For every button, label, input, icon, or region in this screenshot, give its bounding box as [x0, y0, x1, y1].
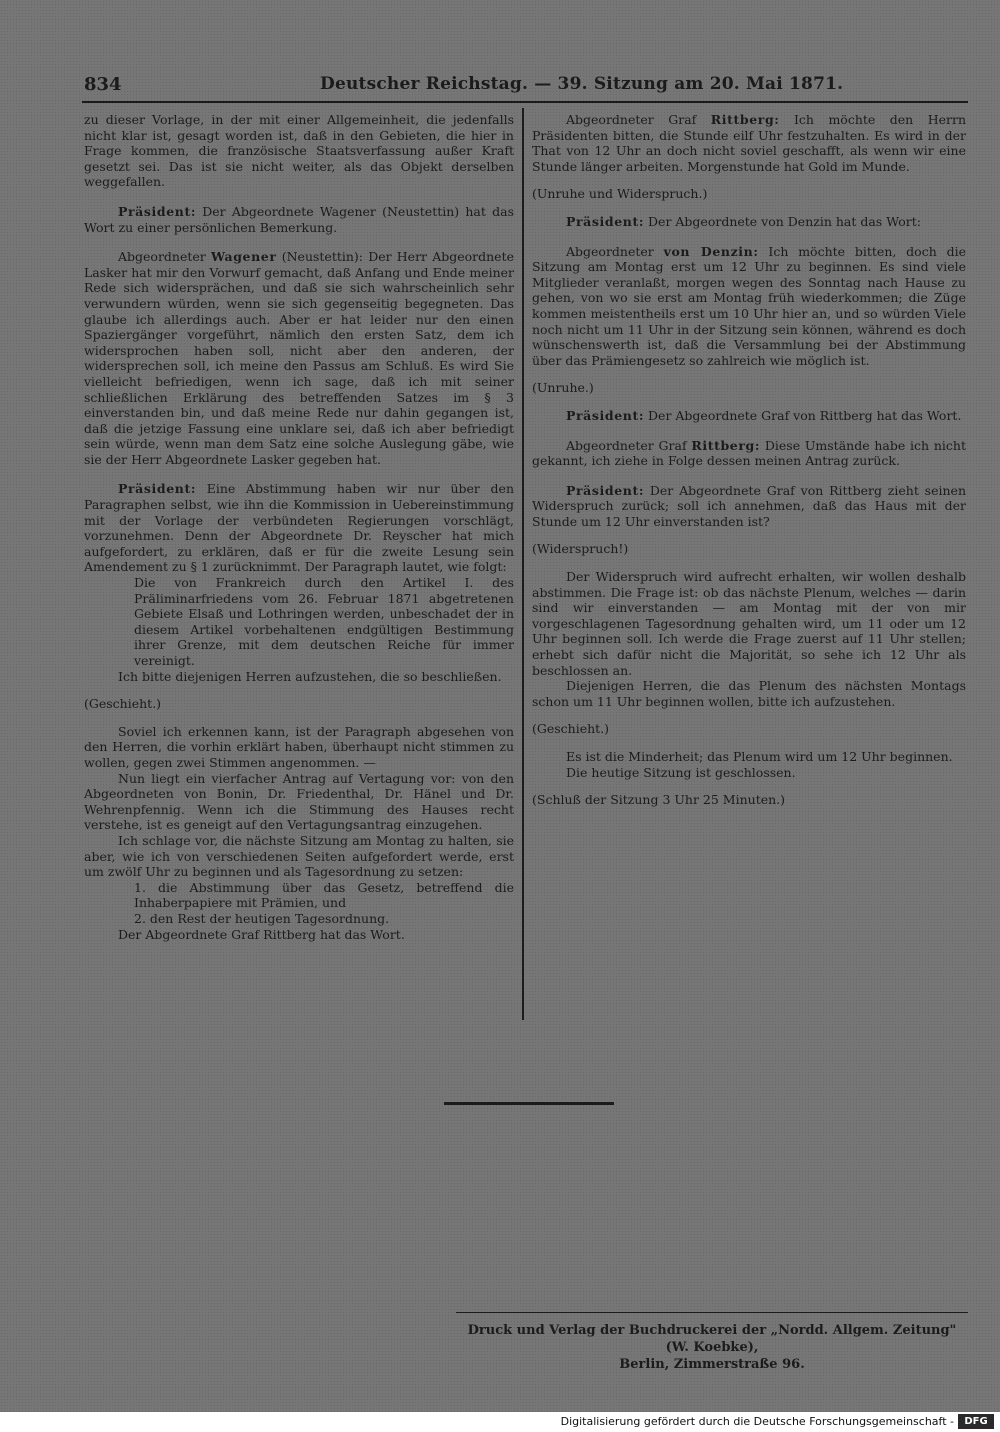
- speech-text: Ich möchte bitten, doch die Sitzung am Montag erst um 12 Uhr zu beginnen. Es sind viele Mitglieder veranlaßt, morgen wegen des Sonntag nach Hause zu gehen, von wo sie erst am Montag früh wiederkommen; die Züge kommen meistentheils erst um 10 Uhr hier an, und so würden Viele noch nicht um 11 Uhr in der Sitzung sein können, während es doch wünschenswerth ist, daß die Versammlung bei der Abstimmung über das Prämiengesetz so zahlreich wie möglich ist.: [532, 243, 966, 368]
- speaker-name: Wagener: [210, 249, 277, 265]
- speech-text: Ich möchte den Herrn Präsidenten bitten, die Stunde eilf Uhr festzuhalten. Es wird in der That von 12 Uhr an doch nicht soviel geschafft, als wenn wir eine Stunde länger arbeiten. Morgenstunde hat Gold im Munde.: [532, 112, 967, 174]
- stage-direction: (Geschieht.): [84, 696, 162, 712]
- stage-direction: (Unruhe.): [532, 380, 594, 396]
- speaker-title: Abgeordneter Graf: [566, 112, 711, 127]
- speaker-name: Präsident:: [566, 407, 645, 423]
- paragraph: Ich schlage vor, die nächste Sitzung am Montag zu halten, sie aber, wie ich von verschiedenen Seiten aufgefordert werde, erst um zwölf Uhr zu beginnen und als Tagesordnung zu setzen:: [84, 832, 514, 880]
- speech-text: Der Abgeordnete Wagener (Neustettin) hat das Wort zu einer persönlichen Bemerkung.: [84, 203, 514, 235]
- paragraph: Nun liegt ein vierfacher Antrag auf Vertagung vor: von den Abgeordneten von Bonin, Dr. Friedenthal, Dr. Hänel und Dr. Wehrenpfennig. Wenn ich die Stimmung des Hauses recht verstehe, ist es geneigt auf den Vertagungsantrag einzugehen.: [84, 770, 514, 833]
- speech-text: Der Abgeordnete Graf von Rittberg zieht seinen Widerspruch zurück; soll ich annehmen, daß das Haus mit der Stunde um 12 Uhr einverstanden ist?: [532, 482, 966, 529]
- speech-text: Eine Abstimmung haben wir nur über den Paragraphen selbst, wie ihn die Kommission in Uebereinstimmung mit der Vorlage der verbündeten Regierungen vorschlägt, vorzunehmen. Denn der Abgeordnete Dr. Reyscher hat mich aufgefordert, zu erklären, daß er für die zweite Lesung sein Amendement zu § 1 zurücknimmt. Der Paragraph lautet, wie folgt:: [84, 481, 514, 575]
- speaker-name: von Denzin:: [663, 243, 759, 259]
- speaker-name: Präsident:: [566, 213, 645, 229]
- stage-direction: (Widerspruch!): [532, 541, 629, 557]
- speaker-name: Präsident:: [118, 203, 197, 219]
- list-item: 1. die Abstimmung über das Gesetz, betreffend die Inhaberpapiere mit Prämien, und: [134, 879, 514, 911]
- right-column: [532, 112, 966, 820]
- paragraph: Der Widerspruch wird aufrecht erhalten, wir wollen deshalb abstimmen. Die Frage ist: ob das nächste Plenum, welches — darin sind wir einverstanden — am Montag mit der von mir vorgeschlagenen Tagesordnung gehalten wird, um 11 oder um 12 Uhr beginnen soll. Ich werde die Frage zuerst auf 11 Uhr stellen; erhebt sich dafür nicht die Majorität, so sehe ich 12 Uhr als beschlossen an.: [532, 569, 966, 678]
- paragraph: [532, 244, 966, 369]
- speech-text: Der Abgeordnete von Denzin hat das Wort:: [644, 213, 921, 229]
- speech-text: Diese Umstände habe ich nicht gekannt, ich ziehe in Folge dessen meinen Antrag zurück.: [532, 437, 966, 469]
- quoted-paragraph: Die von Frankreich durch den Artikel I. des Präliminarfriedens vom 26. Februar 1871 abgetretenen Gebiete Elsaß und Lothringen werden, unbeschadet der in diesem Artikel vorbehaltenen endgültigen Bestimmung ihrer Grenze, mit dem deutschen Reiche für immer vereinigt.: [134, 575, 514, 668]
- paragraph: Ich bitte diejenigen Herren aufzustehen, die so beschließen.: [118, 668, 502, 684]
- speaker-name: Rittberg:: [691, 437, 761, 453]
- credit-bar: [0, 1412, 1000, 1432]
- page-number: 834: [84, 74, 122, 95]
- speaker-title: Abgeordneter Graf: [566, 437, 692, 453]
- dfg-logo-icon: DFG: [958, 1414, 994, 1429]
- speaker-name: Rittberg:: [710, 112, 780, 127]
- stage-direction: (Unruhe und Widerspruch.): [532, 186, 708, 202]
- paragraph: Soviel ich erkennen kann, ist der Paragraph abgesehen von den Herren, die vorhin erklärt haben, überhaupt nicht stimmen zu wollen, gegen zwei Stimmen angenommen. —: [84, 723, 514, 770]
- paragraph: [532, 438, 966, 469]
- credit-text: Digitalisierung gefördert durch die Deutsche Forschungsgemeinschaft -: [560, 1415, 954, 1428]
- paragraph: Der Abgeordnete Graf Rittberg hat das Wort.: [118, 926, 405, 942]
- page-header: [84, 72, 964, 98]
- speech-text: Der Abgeordnete Graf von Rittberg hat das Wort.: [644, 407, 962, 423]
- paragraph: [532, 483, 966, 530]
- list-item: 2. den Rest der heutigen Tagesordnung.: [134, 910, 390, 926]
- paragraph: [84, 481, 514, 575]
- column-divider: [522, 108, 524, 1020]
- imprint-line: Berlin, Zimmerstraße 96.: [619, 1357, 805, 1372]
- paragraph: Es ist die Minderheit; das Plenum wird um 12 Uhr beginnen.: [566, 749, 953, 764]
- closing-note: (Schluß der Sitzung 3 Uhr 25 Minuten.): [532, 792, 786, 808]
- footer-rule: [456, 1312, 968, 1313]
- paragraph: [532, 112, 966, 174]
- paragraph: Diejenigen Herren, die das Plenum des nächsten Montags schon um 11 Uhr beginnen wollen, bitte ich aufzustehen.: [532, 678, 966, 709]
- paragraph: Die heutige Sitzung ist geschlossen.: [566, 764, 796, 780]
- paragraph: [84, 204, 514, 235]
- speaker-name: Präsident:: [566, 482, 645, 498]
- header-rule: [82, 101, 968, 103]
- speaker-title: Abgeordneter: [566, 243, 664, 259]
- paragraph: [532, 408, 966, 424]
- speaker-name: Präsident:: [118, 481, 197, 497]
- running-head: Deutscher Reichstag. — 39. Sitzung am 20. Mai 1871.: [320, 74, 844, 94]
- paragraph: [532, 214, 966, 230]
- speech-text: (Neustettin): Der Herr Abgeordnete Lasker hat mir den Vorwurf gemacht, daß Anfang und Ende meiner Rede sich widersprächen, und daß sie sich wahrscheinlich sehr verwundern würden, wenn sie sich gegenseitig begegneten. Das glaube ich allerdings auch. Aber er hat leider nur den einen Spaziergänger vorgeführt, nämlich den ersten Satz, dem ich widersprochen haben soll, nicht aber den anderen, der widersprechen soll, ich meine den Passus am Schluß. Es wird Sie vielleicht befriedigen, wenn ich sage, daß ich mit seiner schließlichen Erklärung des betreffenden Satzes im § 3 einverstanden bin, und daß meine Rede nur dahin gegangen ist, daß die jetzige Fassung eine unklare sei, daß ich aber befriedigt sein würde, wenn man dem Satz eine solche Auslegung gäbe, wie sie der Herr Abgeordnete Lasker gegeben hat.: [84, 249, 515, 467]
- paragraph: [84, 249, 514, 467]
- imprint: [456, 1322, 968, 1373]
- stage-direction: (Geschieht.): [532, 721, 610, 737]
- speaker-title: Abgeordneter: [118, 249, 211, 265]
- end-rule: [444, 1102, 614, 1105]
- paragraph: zu dieser Vorlage, in der mit einer Allgemeinheit, die jedenfalls nicht klar ist, gesagt worden ist, daß in den Gebieten, die hier in Frage kommen, die französische Staatsverfassung außer Kraft gesetzt sei. Das ist sie nicht weiter, als das Objekt derselben weggefallen.: [84, 112, 514, 190]
- imprint-line: Druck und Verlag der Buchdruckerei der „Nordd. Allgem. Zeitung" (W. Koebke),: [467, 1323, 957, 1355]
- left-column: [84, 112, 514, 942]
